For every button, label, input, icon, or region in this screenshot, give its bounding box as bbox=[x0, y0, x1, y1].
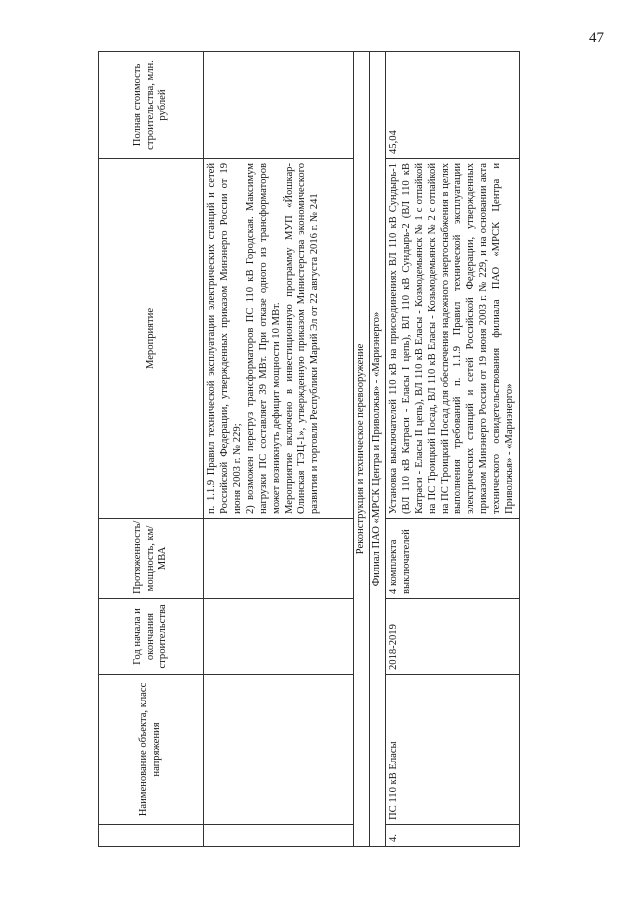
row-capacity: 4 комплекта выключателей bbox=[385, 519, 519, 599]
header-measure: Мероприятие bbox=[99, 159, 204, 519]
table-row bbox=[385, 52, 519, 847]
header-cost: Полная стоимость строительства, млн. рублей bbox=[99, 52, 204, 159]
table-landscape bbox=[98, 52, 613, 847]
header-capacity: Протяженность/ мощность, км/МВА bbox=[99, 519, 204, 599]
section-row bbox=[354, 52, 370, 847]
cont-measure bbox=[204, 159, 354, 519]
investment-table bbox=[98, 51, 520, 847]
page-number: 47 bbox=[589, 30, 604, 46]
cont-paragraph-2: 2) возможен перегруз трансформаторов ПС 110 кВ Городская. Максимум нагрузки ПС составляет 39 МВт. При отказе одного из трансформаторов может возникнуть дефицит мощности 10 МВт. bbox=[244, 163, 282, 514]
cont-capacity bbox=[204, 519, 354, 599]
section-title: Реконструкция и техническое перевооружение bbox=[354, 52, 370, 847]
header-row bbox=[99, 52, 204, 847]
row-measure: Установка выключателей 110 кВ на присоединениях ВЛ 110 кВ Сундырь-1 (ВЛ 110 кВ Катраси - Еласы I цепь), ВЛ 110 кВ Сундырь-2 (ВЛ 110 кВ Катраси - Еласы II цепь), ВЛ 110 кВ Еласы - Козмодемьянск № 1 с отпайкой на ПС Троицкий Посад, ВЛ 110 кВ Еласы - Козьмодемьянск № 2 с отпайкой на ПС Троицкий Посад для обеспечения надежного энергоснабжения в целях выполнения требований п. 1.1.9 Правил технической эксплуатации электрических станций и сетей Российской Федерации, утвержденных приказом Минэнерго России от 19 июня 2003 г. № 229, и на основании акта технического освидетельствования филиала ПАО «МРСК Центра и Приволжья» - «Мариэнерго» bbox=[385, 159, 519, 519]
cont-paragraph-1: п. 1.1.9 Правил технической эксплуатации электрических станций и сетей Российской Федерации, утвержденных приказом Минэнерго России от 19 июня 2003 г. № 229; bbox=[206, 163, 243, 514]
cont-cost bbox=[204, 52, 354, 159]
cont-paragraph-3: Мероприятие включено в инвестиционную программу МУП «Йошкар-Олинская ТЭЦ-1», утвержденную приказом Министерства экономического развития и торговли Республики Марий Эл от 22 августа 2016 г. № 241 bbox=[283, 163, 321, 514]
header-name: Наименование объекта, класс напряжения bbox=[99, 675, 204, 825]
header-years: Год начала и окончания строительства bbox=[99, 599, 204, 675]
row-name: ПС 110 кВ Еласы bbox=[385, 675, 519, 825]
header-num bbox=[99, 825, 204, 847]
row-cost: 45,04 bbox=[385, 52, 519, 159]
subsection-row bbox=[369, 52, 385, 847]
row-num: 4. bbox=[385, 825, 519, 847]
subsection-title: Филиал ПАО «МРСК Центра и Приволжья» - «Мариэнерго» bbox=[369, 52, 385, 847]
row-years: 2018-2019 bbox=[385, 599, 519, 675]
cont-years bbox=[204, 599, 354, 675]
cont-name bbox=[204, 675, 354, 825]
rotated-table-frame bbox=[98, 52, 613, 847]
continuation-row bbox=[204, 52, 354, 847]
cont-num bbox=[204, 825, 354, 847]
